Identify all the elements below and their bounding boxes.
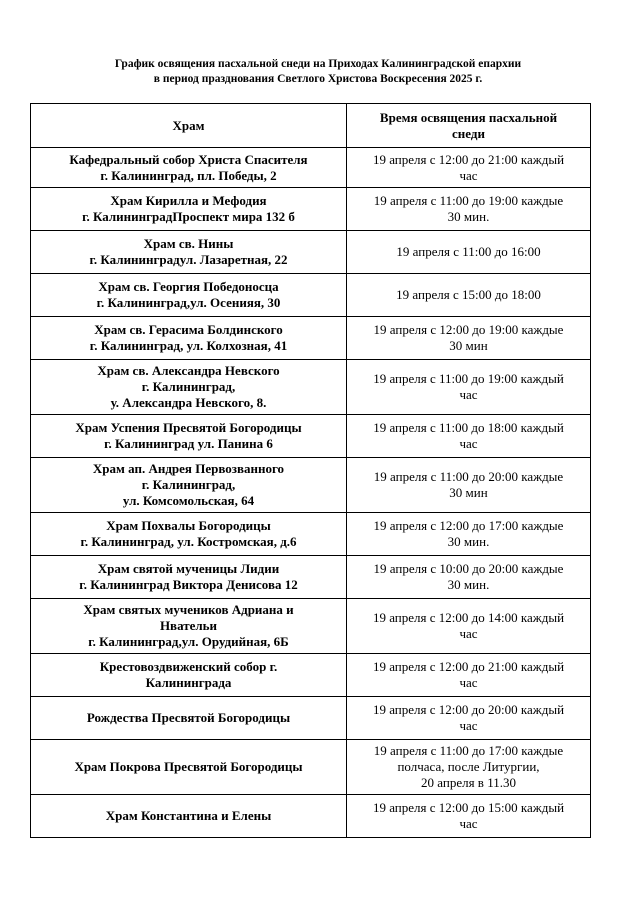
church-cell xyxy=(31,317,347,360)
time-line: 19 апреля с 11:00 до 17:00 каждые xyxy=(373,743,564,758)
time-line: 19 апреля с 12:00 до 19:00 каждые xyxy=(373,322,564,337)
time-cell xyxy=(347,795,591,838)
church-cell xyxy=(31,360,347,415)
church-line: г. Калининград, ул. Костромская, д.6 xyxy=(80,534,297,549)
time-cell xyxy=(347,458,591,513)
church-line: Храм св. Александра Невского xyxy=(97,363,280,378)
church-line: Храм Покрова Пресвятой Богородицы xyxy=(74,759,303,774)
document-title xyxy=(30,57,606,87)
church-cell xyxy=(31,415,347,458)
church-line: Кафедральный собор Христа Спасителя xyxy=(69,151,308,167)
time-cell xyxy=(347,556,591,599)
title-line-2: в период празднования Светлого Христова Воскресения 2025 г. xyxy=(153,73,483,85)
table-row xyxy=(31,599,591,654)
time-line: 19 апреля с 12:00 до 15:00 каждый xyxy=(372,800,565,815)
time-line: 19 апреля с 12:00 до 14:00 каждый xyxy=(372,610,565,625)
time-line: полчаса, после Литургии, xyxy=(397,759,540,774)
time-line: 19 апреля с 11:00 до 19:00 каждые xyxy=(373,193,564,208)
table-body xyxy=(31,148,591,838)
header-church xyxy=(31,104,347,148)
time-cell xyxy=(347,599,591,654)
church-cell xyxy=(31,513,347,556)
church-line: Нвательи xyxy=(159,618,218,633)
time-cell xyxy=(347,360,591,415)
time-line: 19 апреля с 12:00 до 20:00 каждый xyxy=(372,702,565,717)
time-cell xyxy=(347,740,591,795)
time-line: час xyxy=(459,816,478,831)
header-time-line: снеди xyxy=(452,125,485,141)
church-line: ул. Комсомольская, 64 xyxy=(122,493,255,508)
time-line: 30 мин. xyxy=(447,209,490,224)
table-row xyxy=(31,654,591,697)
table-row xyxy=(31,274,591,317)
table-row xyxy=(31,231,591,274)
church-line: Храм святых мучеников Адриана и xyxy=(83,602,294,617)
title-line-1: График освящения пасхальной снеди на Приходах Калининградской епархии xyxy=(114,58,522,70)
church-line: г. Калининград, xyxy=(141,379,236,394)
church-cell xyxy=(31,231,347,274)
church-line: г. Калининград,ул. Осенияя, 30 xyxy=(96,295,281,310)
church-cell xyxy=(31,654,347,697)
church-line: г. Калининград ул. Панина 6 xyxy=(104,436,273,451)
time-line: час xyxy=(459,675,478,690)
time-line: час xyxy=(459,436,478,451)
table-row xyxy=(31,317,591,360)
church-line: г. Калининград Виктора Денисова 12 xyxy=(79,577,298,592)
church-cell xyxy=(31,795,347,838)
church-line: г. КалининградПроспект мира 132 б xyxy=(82,209,295,224)
table-row xyxy=(31,513,591,556)
time-cell xyxy=(347,317,591,360)
table-row xyxy=(31,556,591,599)
time-line: час xyxy=(459,626,478,641)
church-line: Крестовоздвиженский собор г. xyxy=(99,659,278,674)
church-cell xyxy=(31,697,347,740)
church-line: Храм Константина и Елены xyxy=(105,808,272,823)
time-cell xyxy=(347,654,591,697)
time-line: 19 апреля с 11:00 до 19:00 каждый xyxy=(373,371,564,386)
church-cell xyxy=(31,556,347,599)
time-line: час xyxy=(459,387,478,402)
church-line: Калининграда xyxy=(145,675,232,690)
time-cell xyxy=(347,231,591,274)
church-line: г. Калининград, ул. Колхозная, 41 xyxy=(89,338,288,353)
time-line: 30 мин. xyxy=(447,577,490,592)
church-cell xyxy=(31,188,347,231)
header-row xyxy=(31,104,591,148)
time-line: час xyxy=(459,167,478,183)
time-line: 20 апреля в 11.30 xyxy=(421,775,516,790)
church-line: Храм св. Нины xyxy=(143,236,234,251)
time-line: 19 апреля с 11:00 до 20:00 каждые xyxy=(373,469,564,484)
time-line: 19 апреля с 11:00 до 18:00 каждый xyxy=(373,420,564,435)
time-line: 19 апреля с 12:00 до 17:00 каждые xyxy=(373,518,564,533)
table-row xyxy=(31,458,591,513)
table-row xyxy=(31,148,591,188)
church-line: Рождества Пресвятой Богородицы xyxy=(86,710,291,725)
time-line: 30 мин. xyxy=(447,534,490,549)
time-line: 19 апреля с 10:00 до 20:00 каждые xyxy=(373,561,564,576)
church-cell xyxy=(31,740,347,795)
table-row xyxy=(31,415,591,458)
header-time xyxy=(347,104,591,148)
time-cell xyxy=(347,697,591,740)
church-line: у. Александра Невского, 8. xyxy=(110,395,267,410)
church-line: г. Калининград, xyxy=(141,477,236,492)
time-line: 19 апреля с 15:00 до 18:00 xyxy=(396,287,541,302)
church-line: Храм Кирилла и Мефодия xyxy=(110,193,267,208)
church-line: Храм св. Георгия Победоносца xyxy=(98,279,279,294)
church-line: Храм святой мученицы Лидии xyxy=(97,561,280,576)
time-cell xyxy=(347,513,591,556)
time-line: 30 мин xyxy=(449,485,488,500)
table-row xyxy=(31,360,591,415)
header-time-line: Время освящения пасхальной xyxy=(379,109,558,125)
church-line: Храм св. Герасима Болдинского xyxy=(94,322,283,337)
time-cell xyxy=(347,415,591,458)
time-cell xyxy=(347,274,591,317)
church-line: г. Калининградул. Лазаретная, 22 xyxy=(89,252,288,267)
table-row xyxy=(31,795,591,838)
table-row xyxy=(31,188,591,231)
time-cell xyxy=(347,188,591,231)
church-line: Храм Похвалы Богородицы xyxy=(106,518,271,533)
church-cell xyxy=(31,274,347,317)
time-line: 19 апреля с 11:00 до 16:00 xyxy=(396,244,541,259)
time-cell xyxy=(347,148,591,188)
schedule-table xyxy=(30,103,591,838)
time-line: час xyxy=(459,718,478,733)
church-cell xyxy=(31,458,347,513)
time-line: 19 апреля с 12:00 до 21:00 каждый xyxy=(372,151,565,167)
time-line: 30 мин xyxy=(449,338,488,353)
time-line: 19 апреля с 12:00 до 21:00 каждый xyxy=(372,659,565,674)
church-cell xyxy=(31,599,347,654)
church-line: Храм ап. Андрея Первозванного xyxy=(92,461,285,476)
header-church-text: Храм xyxy=(172,117,205,133)
church-line: Храм Успения Пресвятой Богородицы xyxy=(75,420,302,435)
church-line: г. Калининград, пл. Победы, 2 xyxy=(100,167,277,183)
church-cell xyxy=(31,148,347,188)
table-row xyxy=(31,697,591,740)
church-line: г. Калининград,ул. Орудийная, 6Б xyxy=(88,634,289,649)
table-row xyxy=(31,740,591,795)
